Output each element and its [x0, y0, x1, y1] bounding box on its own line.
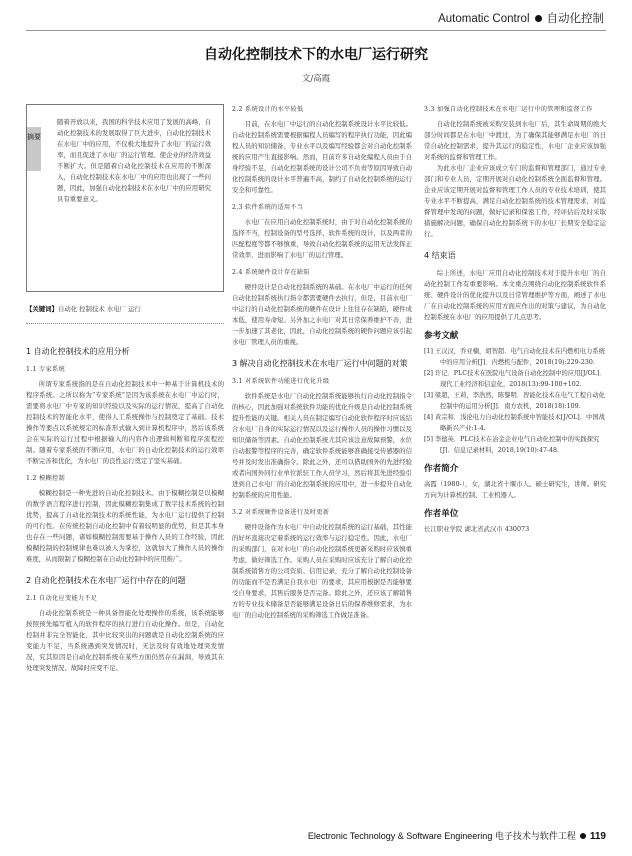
paragraph: 自动化控制系统被采购安装到水电厂后，其生命周期的绝大部分时间都是在水电厂中渡过，为了确保其能够满足水电厂的日常自动化控制需求，提升其运行的稳定性，水电厂企业应该加强对系统的监督和管理工作。 [424, 120, 606, 161]
keywords [26, 304, 224, 313]
reference-item: [5] 李德英．PLC技术在冶金企业电气自动化控制中的实践探究[J]．信息记录材料，2018,19(10):47-48. [424, 436, 600, 454]
column-2 [232, 104, 412, 621]
abstract-box [26, 104, 224, 292]
header-divider [26, 30, 606, 31]
running-header [438, 10, 604, 26]
keywords-label: 【关键词】 [26, 305, 58, 313]
footer-en: Electronic Technology & Software Engineering [307, 831, 493, 841]
paragraph: 硬件设备作为水电厂中自动化控制系统的运行基础，其性能的好坏直接决定着系统的运行效率与运行稳定性。因此，水电厂的采购部门，在对水电厂的自动化控制系统更新采购时应该慎重考虑，做好筛选工作。采购人员在采购时应该充分了解自动化控制系统销售方的公司资质、信用记录，充分了解自动化控制设备的功能而不是否满足自我水电厂的要求，其应用根据是否能够要受自身要求，其售后服务是否完备。除此之外，还应该了解销售方的专业技术储备是否能够满足设备日后的保养维修需求，为水电厂的自动化控制系统的采购筛选工作做足准备。 [232, 523, 412, 619]
paragraph: 模糊控制是一种先进的自动化控制技术。由于模糊控制是以模糊的数学语言程序进行控制，因此模糊控制集成了数字技术系统的控制优势，提高了自动化控制技术的系统性能，为水电厂运行提供了控制的可行性。在传统控制自动化控制中有着较明显的优势，但是其本身也存在一些问题，诸如模糊控制需要基于操作人员的工作经验，因此模糊控制的控制规律也难以被人为掌控，这就加大了操作人员的操作难度，从而限制了模糊控制在自动化控制中的应用推广。 [26, 489, 224, 563]
bullet-dot-icon [535, 15, 542, 22]
abstract-text: 随着开放以来，我国的科学技术应用了发展的高峰，自动化控制技术的发展取得了巨大进步，自动化控制技术在水电厂中的应用，不仅极大地提升了水电厂的运行效率，而且促进了水电厂的运行管理。使企业的经济效益不断扩大。但是随着自动化控制技术在应用的不断深入，自动化控制技术在水电厂中的应用也出现了一些问题，因此，加强自动化控制技术在水电厂中的应用研究具有重要意义。 [57, 118, 211, 203]
affiliation-heading: 作者单位 [424, 509, 459, 519]
paper-title: 自动化控制技术下的水电厂运行研究 [204, 47, 428, 63]
header-en: Automatic Control [438, 13, 530, 25]
subsection-heading: 3.1 对系统软件功能进行优化升级 [232, 378, 330, 385]
author-intro-heading: 作者简介 [424, 464, 459, 474]
section-heading: 3 解决自动化控制技术在水电厂运行中问题的对策 [232, 359, 408, 368]
subsection-heading: 3.2 对系统硬件设备进行及时更新 [232, 509, 330, 516]
section-heading: 2 自动化控制技术在水电厂运行中存在的问题 [26, 576, 186, 585]
column-1 [26, 346, 224, 674]
subsection-heading: 2.2 系统设计的水平较低 [232, 106, 304, 113]
header-cn: 自动化控制 [546, 13, 604, 25]
page-footer [308, 829, 606, 842]
author-line: 文/高霞 [301, 74, 331, 84]
section-heading: 4 结束语 [424, 251, 456, 260]
subsection-heading: 1.2 模糊控制 [26, 475, 65, 482]
footer-cn: 电子技术与软件工程 [494, 831, 576, 841]
page-number: 119 [589, 831, 606, 842]
paragraph: 为此水电厂企业应该成立专门的监督和管理部门，通过专业部门和专业人员，定期开展对自动化控制系统全面监督和管理。企业应该定期开展对监督和管理工作人员的专业技术培训，使其专业水平不断提高，满足自动化控制系统的技术管理需求，对监督管理中发现的问题，做好记录和保密工作，经评估后及时采取措施解决问题，确保自动化控制系统下的水电厂长期安全稳定运行。 [424, 164, 606, 238]
bullet-dot-icon [580, 833, 586, 839]
paragraph: 目前，在水电厂中运行的自动化控制系统设计水平比较低。自动化控制系统需要根据编程人员编写的程序执行功能，因此编程人员的知识储备、专业水平以及编写经验都会对自动化控制系统的应用产生直接影响。然而，目前许多自动化编程人员由于自身经验不足，自动化控制系统的设计公司不负责等原因导致自动化控制系统的设计水平普遍不高，制约了自动化控制系统的运行安全和可靠性。 [232, 120, 412, 194]
paragraph: 水电厂在应用自动化控制系统时，由于对自动化控制系统的选择不当，控制设备的型号选择、软件系统的设计，以及两者的匹配程度等都不够慎重，导致自动化控制系统的运用无法发挥正常效率，进而影响了水电厂的运行管理。 [232, 218, 412, 259]
subsection-heading: 2.1 自动化应变能力不足 [26, 595, 98, 602]
author-intro-text: 高霞（1980-），女，湖北省十堰市人。硕士研究生，讲师。研究方向为计算机控制、工业机器人。 [424, 480, 606, 499]
paragraph: 自动化控制系统是一种具备智能化处理操作的系统，该系统能够按照预先编写植入的软件程序的执行进行自动化操作。但是，自动化控制并非完全智能化，其中比较突出的问题就是自动化控制系统的应变能力不足，当系统遇到突发情况时，无法及时有效地处理突发情况，究其原因是自动化控制系统在某些方面仍然存在漏洞，导致其在处理突发情况、故障时应变不足。 [26, 609, 224, 672]
reference-item: [3] 梁超，王莉，李浩然，陈黎明．智能化技术在电气工程自动化控制中的运用分析[J]．南方农机，2018(18):109. [424, 392, 605, 410]
abstract-label: 摘要 [27, 127, 41, 171]
paragraph: 所谓专家系统指的是在自动化控制技术中一种基于计算机技术的程序系统。之所以称为“专家系统”是因为该系统在水电厂中运行时，需要将水电厂中专家的知识经验以及实际的运行情况，提高了自动化控制技术的智能化水平，使得人工系统操作与控制奠定了基础。技术操作等要点以系统规定的标准形式输入到计算机程序中，然后该系统会在实际的运行过程中根据输入的内容作出逻辑判断和程序流程控制。随着专家系统的不断应用，水电厂的自动化控制技术的运行效率不断完善和优化，为水电厂的良性运行奠定了坚实基础。 [26, 380, 224, 465]
column-3 [424, 104, 606, 535]
section-heading: 1 自动化控制技术的应用分析 [26, 347, 130, 356]
affiliation-text: 长江职业学院 湖北省武汉市 430073 [424, 525, 530, 533]
references-heading: 参考文献 [424, 331, 459, 341]
subsection-heading: 2.3 软件系统的适用不当 [232, 204, 304, 211]
paragraph: 硬件设计是自动化控制系统的基础。在水电厂中运行的任何自动化控制系统执行指令都需要硬件去执行，但是，目前水电厂中运行的自动化控制系统的硬件在设计上往往存在缺陷，硬件成本低，使用寿命短。另外加之水电厂对其日常保养维护不善，进一步加速了其老化，因此，自动化控制系统的硬件问题应该引起水电厂管理人员的重视。 [232, 283, 412, 346]
references-list [424, 346, 606, 456]
subsection-heading: 2.4 系统硬件设计存在缺陷 [232, 269, 310, 276]
paragraph: 软件系统是水电厂自动化控制系统能够执行自动化控制指令的核心，因此加强对系统软件功能的优化升级是自动化控制系统提升性能的关键。相关人员在制定编写自动化软件程序时应该结合水电厂自身的实际运行情况以及运行操作人员的操作习惯以及知识储备等因素。自动化控制系统尤其应该注意故障预警，水位自动报警等程序的完善，确定软件系统能够准确接受传感器的信号并及时发出准确指令。除此之外，还可以借助国外的先进经验或者向国外同行业单位派驻工作人员学习，然后将其先进经验引进到自己水电厂的自动化控制系统的应用中，进一步提升自动化控制系统的应用性能。 [232, 392, 412, 499]
keywords-divider [26, 323, 224, 324]
reference-item: [2] 许记．PLC技术在医院电气设备自动化控制中的应用[J/OL]．现代工业经济和信息化，2018(13):99-100+102. [424, 370, 606, 388]
reference-item: [4] 黄宗和．浅论电力自动化控制系统中智能技术[J/OL]．中国战略新兴产业:1-4. [424, 414, 605, 432]
reference-item: [1] 王汉汉，乔亚楠，胡智超．电气自动化技术在内燃机电力系统中的应用分析[J]．内燃机与配件，2018(19):229-230. [424, 348, 605, 366]
paragraph: 综上所述，水电厂应用自动化控制技术对于提升水电厂的自动化控制工作有重要影响。本文重点围绕自动化控制系统软件系统、硬件设计的优化提升以及日常管理维护等方面，阐述了水电厂在自动化控制系统的应用方面应作出的对策与建议，为自动化控制系统在水电厂的应用提供了几点思考。 [424, 269, 606, 321]
subsection-heading: 3.3 加强自动化控制技术在水电厂运行中的管理和监督工作 [424, 106, 593, 113]
keywords-text: 自动化 控制技术 水电厂 运行 [57, 305, 141, 313]
subsection-heading: 1.1 专家系统 [26, 366, 65, 373]
